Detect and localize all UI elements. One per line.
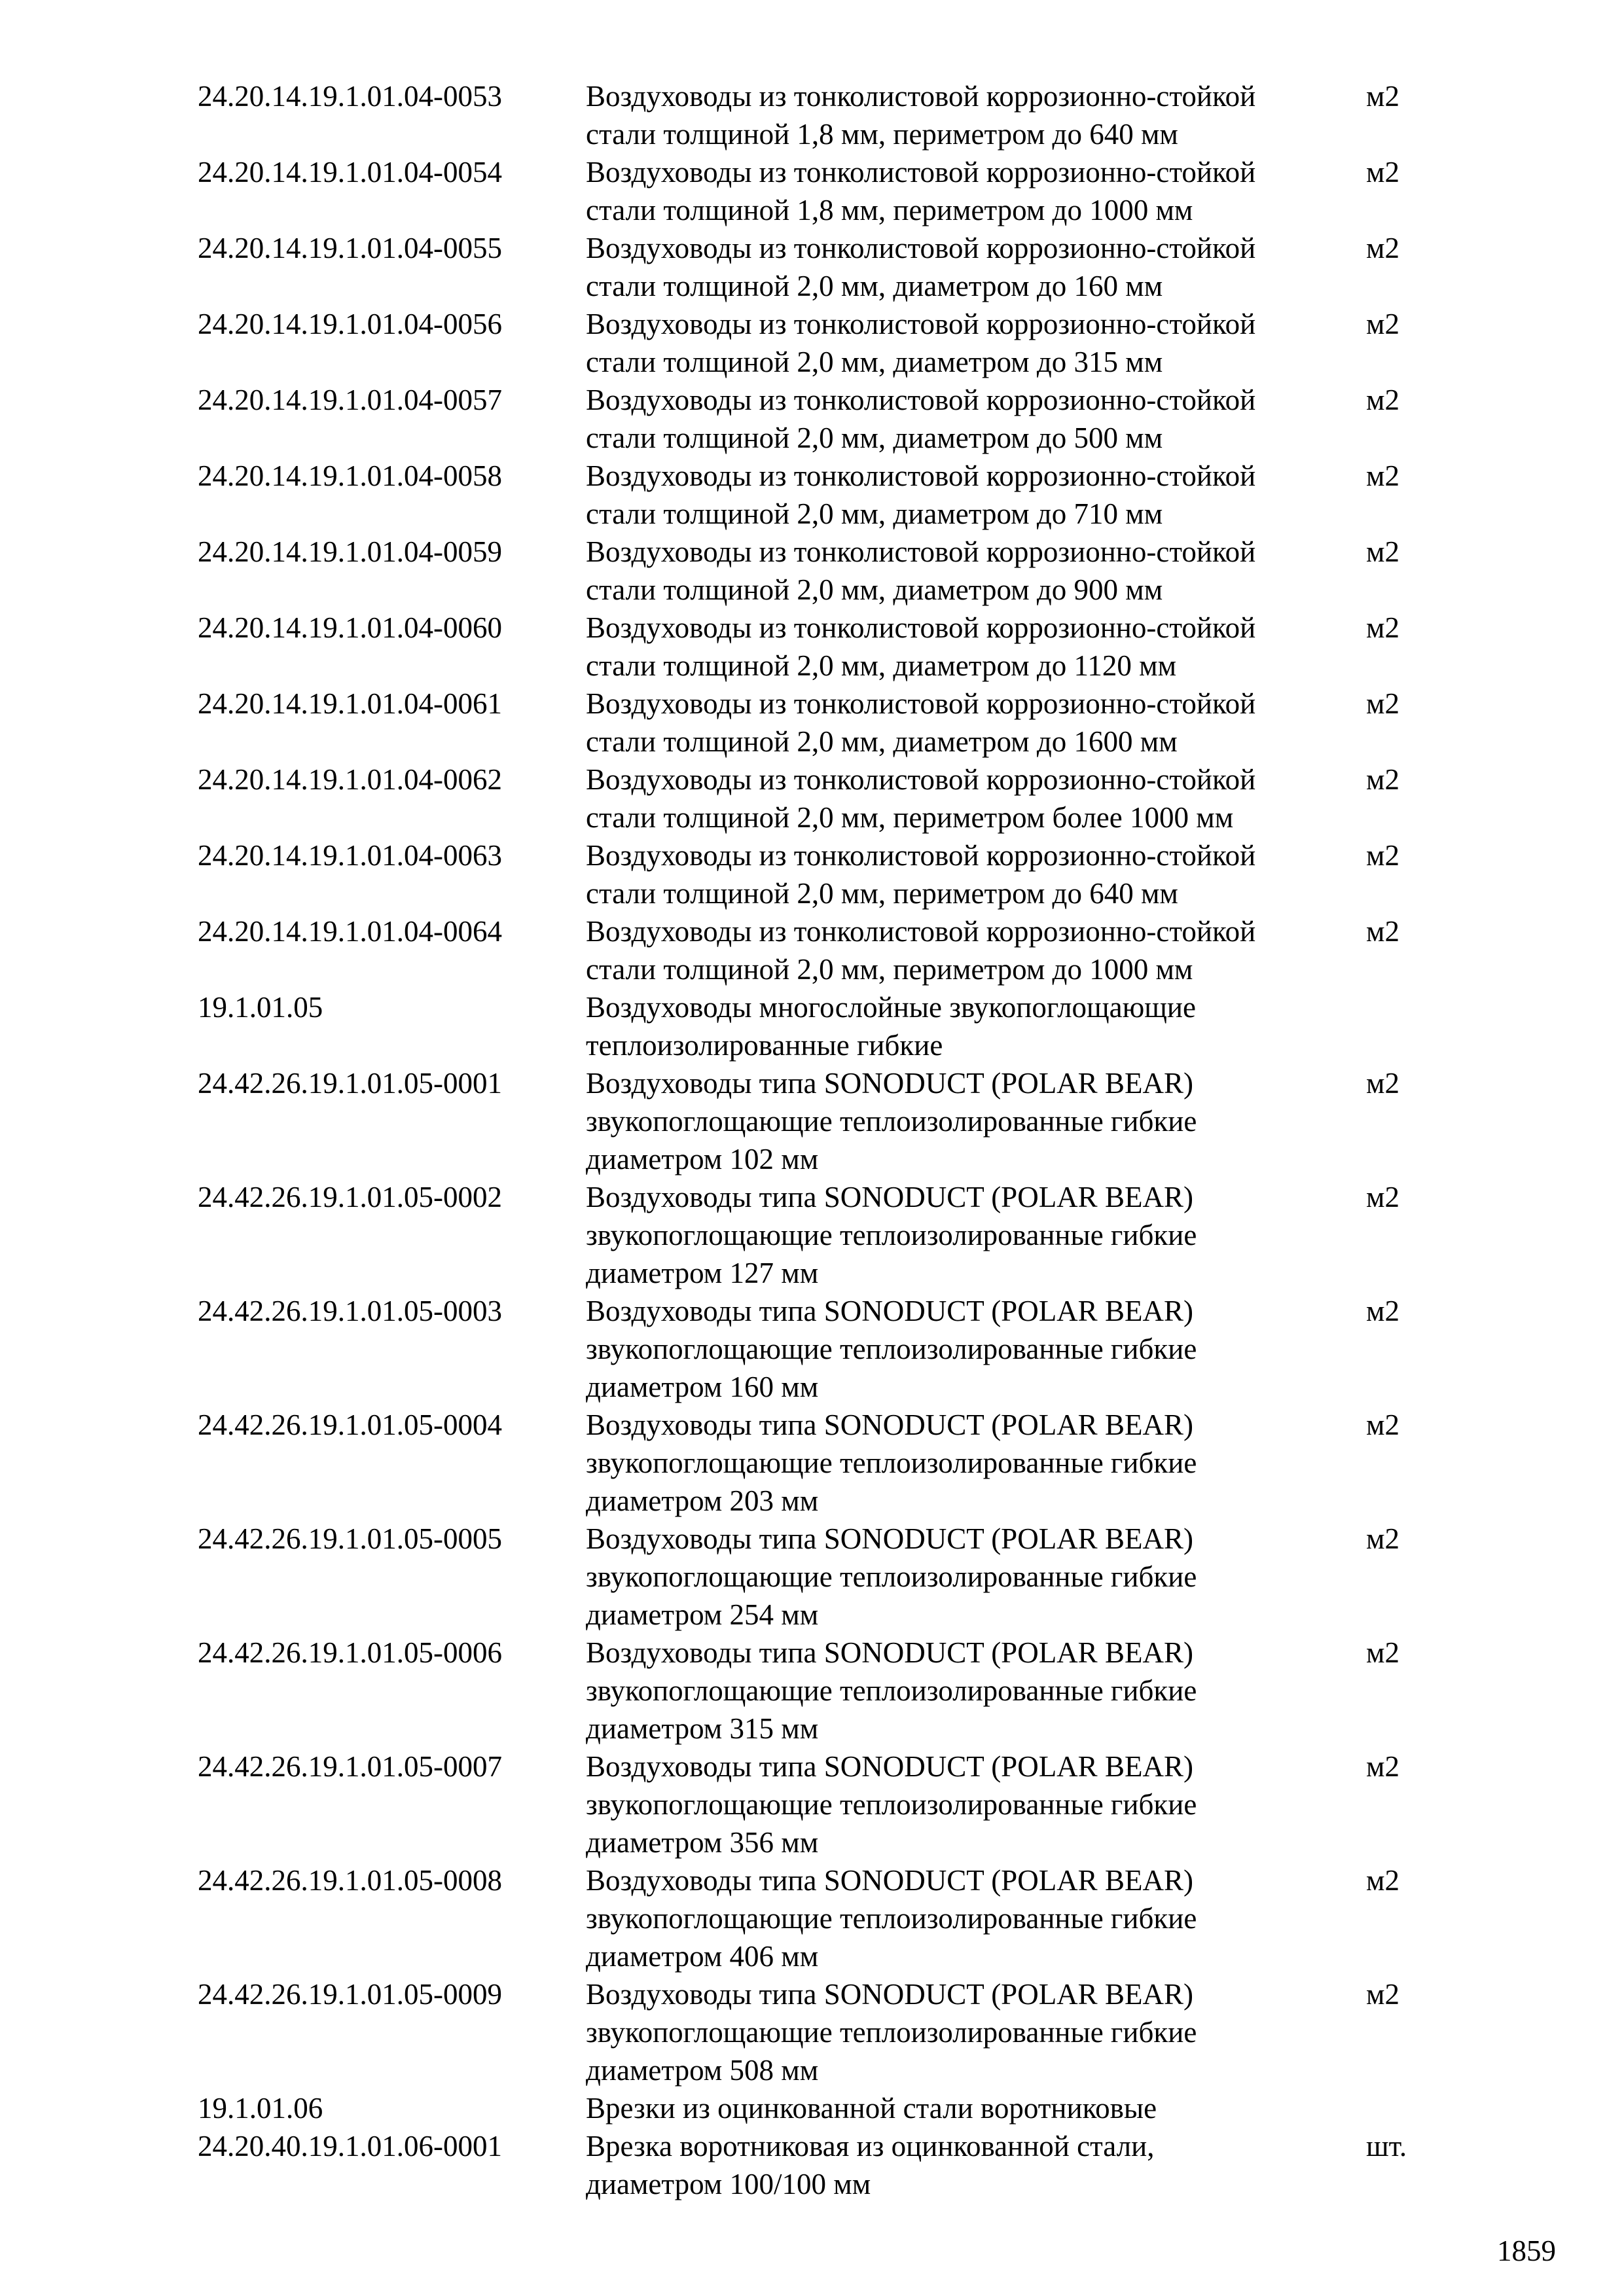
row-code: 24.42.26.19.1.01.05-0008 bbox=[198, 1864, 502, 1897]
table-row bbox=[198, 761, 1441, 836]
row-description: Воздуховоды типа SONODUCT (POLAR BEAR) звукопоглощающие теплоизолированные гибкие диаметром 508 мм bbox=[586, 1978, 1197, 2087]
section-code: 19.1.01.06 bbox=[198, 2092, 323, 2125]
row-description: Воздуховоды из тонколистовой коррозионно-стойкой стали толщиной 2,0 мм, периметром до 640 мм bbox=[586, 839, 1256, 910]
table-row bbox=[198, 1406, 1441, 1520]
price-list-table bbox=[198, 77, 1441, 2203]
row-description: Воздуховоды типа SONODUCT (POLAR BEAR) звукопоглощающие теплоизолированные гибкие диаметром 356 мм bbox=[586, 1750, 1197, 1859]
table-row bbox=[198, 1178, 1441, 1292]
table-row bbox=[198, 153, 1441, 229]
row-code: 24.42.26.19.1.01.05-0003 bbox=[198, 1295, 502, 1327]
row-unit: м2 bbox=[1366, 1295, 1399, 1327]
row-code: 24.20.14.19.1.01.04-0054 bbox=[198, 156, 502, 188]
row-code: 24.20.14.19.1.01.04-0061 bbox=[198, 687, 502, 720]
table-row bbox=[198, 381, 1441, 457]
row-unit: м2 bbox=[1366, 1067, 1399, 1100]
section-title: Воздуховоды многослойные звукопоглощающие теплоизолированные гибкие bbox=[586, 991, 1196, 1062]
table-row bbox=[198, 1064, 1441, 1178]
row-description: Воздуховоды из тонколистовой коррозионно-стойкой стали толщиной 2,0 мм, диаметром до 160 мм bbox=[586, 232, 1256, 302]
row-code: 24.20.14.19.1.01.04-0060 bbox=[198, 611, 502, 644]
table-row bbox=[198, 1520, 1441, 1634]
page-number: 1859 bbox=[1497, 2234, 1556, 2267]
row-code: 24.42.26.19.1.01.05-0002 bbox=[198, 1181, 502, 1213]
row-code: 24.42.26.19.1.01.05-0005 bbox=[198, 1522, 502, 1555]
row-code: 24.20.14.19.1.01.04-0062 bbox=[198, 763, 502, 796]
row-unit: м2 bbox=[1366, 687, 1399, 720]
section-header-row bbox=[198, 2089, 1441, 2127]
row-unit: м2 bbox=[1366, 232, 1399, 264]
table-row bbox=[198, 609, 1441, 685]
row-unit: м2 bbox=[1366, 308, 1399, 340]
table-row bbox=[198, 77, 1441, 153]
table-row bbox=[198, 457, 1441, 533]
section-title: Врезки из оцинкованной стали воротниковые bbox=[586, 2092, 1157, 2125]
row-unit: м2 bbox=[1366, 1864, 1399, 1897]
row-unit: м2 bbox=[1366, 1636, 1399, 1669]
row-unit: м2 bbox=[1366, 1181, 1399, 1213]
row-description: Воздуховоды из тонколистовой коррозионно-стойкой стали толщиной 2,0 мм, периметром более 1000 мм bbox=[586, 763, 1256, 834]
row-unit: м2 bbox=[1366, 1522, 1399, 1555]
row-description: Воздуховоды из тонколистовой коррозионно-стойкой стали толщиной 2,0 мм, диаметром до 315 мм bbox=[586, 308, 1256, 378]
table-row bbox=[198, 836, 1441, 912]
row-code: 24.20.14.19.1.01.04-0059 bbox=[198, 535, 502, 568]
row-description: Воздуховоды из тонколистовой коррозионно-стойкой стали толщиной 2,0 мм, диаметром до 710 мм bbox=[586, 459, 1256, 530]
row-code: 24.42.26.19.1.01.05-0007 bbox=[198, 1750, 502, 1783]
row-code: 24.20.40.19.1.01.06-0001 bbox=[198, 2130, 502, 2162]
table-row bbox=[198, 685, 1441, 761]
row-code: 24.20.14.19.1.01.04-0056 bbox=[198, 308, 502, 340]
row-description: Воздуховоды типа SONODUCT (POLAR BEAR) звукопоглощающие теплоизолированные гибкие диаметром 102 мм bbox=[586, 1067, 1197, 1175]
table-row bbox=[198, 912, 1441, 988]
row-description: Воздуховоды типа SONODUCT (POLAR BEAR) звукопоглощающие теплоизолированные гибкие диаметром 160 мм bbox=[586, 1295, 1197, 1403]
row-unit: м2 bbox=[1366, 535, 1399, 568]
row-description: Воздуховоды из тонколистовой коррозионно-стойкой стали толщиной 2,0 мм, периметром до 1000 мм bbox=[586, 915, 1256, 986]
row-code: 24.42.26.19.1.01.05-0004 bbox=[198, 1408, 502, 1441]
row-code: 24.20.14.19.1.01.04-0064 bbox=[198, 915, 502, 948]
row-description: Воздуховоды типа SONODUCT (POLAR BEAR) звукопоглощающие теплоизолированные гибкие диаметром 203 мм bbox=[586, 1408, 1197, 1517]
row-description: Воздуховоды из тонколистовой коррозионно-стойкой стали толщиной 2,0 мм, диаметром до 1120 мм bbox=[586, 611, 1256, 682]
row-unit: м2 bbox=[1366, 384, 1399, 416]
row-description: Врезка воротниковая из оцинкованной стали, диаметром 100/100 мм bbox=[586, 2130, 1155, 2200]
row-unit: м2 bbox=[1366, 1408, 1399, 1441]
row-code: 24.42.26.19.1.01.05-0001 bbox=[198, 1067, 502, 1100]
row-unit: м2 bbox=[1366, 915, 1399, 948]
table-row bbox=[198, 229, 1441, 305]
row-unit: м2 bbox=[1366, 1978, 1399, 2011]
row-description: Воздуховоды из тонколистовой коррозионно-стойкой стали толщиной 1,8 мм, периметром до 1000 мм bbox=[586, 156, 1256, 226]
row-unit: м2 bbox=[1366, 459, 1399, 492]
row-description: Воздуховоды типа SONODUCT (POLAR BEAR) звукопоглощающие теплоизолированные гибкие диаметром 406 мм bbox=[586, 1864, 1197, 1973]
row-description: Воздуховоды типа SONODUCT (POLAR BEAR) звукопоглощающие теплоизолированные гибкие диаметром 127 мм bbox=[586, 1181, 1197, 1289]
row-code: 24.42.26.19.1.01.05-0006 bbox=[198, 1636, 502, 1669]
table-row bbox=[198, 1861, 1441, 1975]
row-unit: м2 bbox=[1366, 611, 1399, 644]
row-description: Воздуховоды из тонколистовой коррозионно-стойкой стали толщиной 1,8 мм, периметром до 640 мм bbox=[586, 80, 1256, 151]
row-description: Воздуховоды типа SONODUCT (POLAR BEAR) звукопоглощающие теплоизолированные гибкие диаметром 254 мм bbox=[586, 1522, 1197, 1631]
row-code: 24.20.14.19.1.01.04-0058 bbox=[198, 459, 502, 492]
table-row bbox=[198, 2127, 1441, 2203]
row-unit: м2 bbox=[1366, 763, 1399, 796]
row-code: 24.20.14.19.1.01.04-0053 bbox=[198, 80, 502, 113]
row-unit: м2 bbox=[1366, 839, 1399, 872]
row-unit: м2 bbox=[1366, 80, 1399, 113]
row-code: 24.42.26.19.1.01.05-0009 bbox=[198, 1978, 502, 2011]
row-code: 24.20.14.19.1.01.04-0063 bbox=[198, 839, 502, 872]
row-unit: шт. bbox=[1366, 2130, 1407, 2162]
table-row bbox=[198, 1634, 1441, 1748]
row-code: 24.20.14.19.1.01.04-0057 bbox=[198, 384, 502, 416]
row-description: Воздуховоды из тонколистовой коррозионно-стойкой стали толщиной 2,0 мм, диаметром до 500 мм bbox=[586, 384, 1256, 454]
row-unit: м2 bbox=[1366, 1750, 1399, 1783]
table-row bbox=[198, 1292, 1441, 1406]
row-description: Воздуховоды типа SONODUCT (POLAR BEAR) звукопоглощающие теплоизолированные гибкие диаметром 315 мм bbox=[586, 1636, 1197, 1745]
row-unit: м2 bbox=[1366, 156, 1399, 188]
section-code: 19.1.01.05 bbox=[198, 991, 323, 1024]
table-row bbox=[198, 533, 1441, 609]
table-row bbox=[198, 1748, 1441, 1861]
row-description: Воздуховоды из тонколистовой коррозионно-стойкой стали толщиной 2,0 мм, диаметром до 1600 мм bbox=[586, 687, 1256, 758]
table-row bbox=[198, 305, 1441, 381]
row-code: 24.20.14.19.1.01.04-0055 bbox=[198, 232, 502, 264]
table-row bbox=[198, 1975, 1441, 2089]
section-header-row bbox=[198, 988, 1441, 1064]
row-description: Воздуховоды из тонколистовой коррозионно-стойкой стали толщиной 2,0 мм, диаметром до 900 мм bbox=[586, 535, 1256, 606]
